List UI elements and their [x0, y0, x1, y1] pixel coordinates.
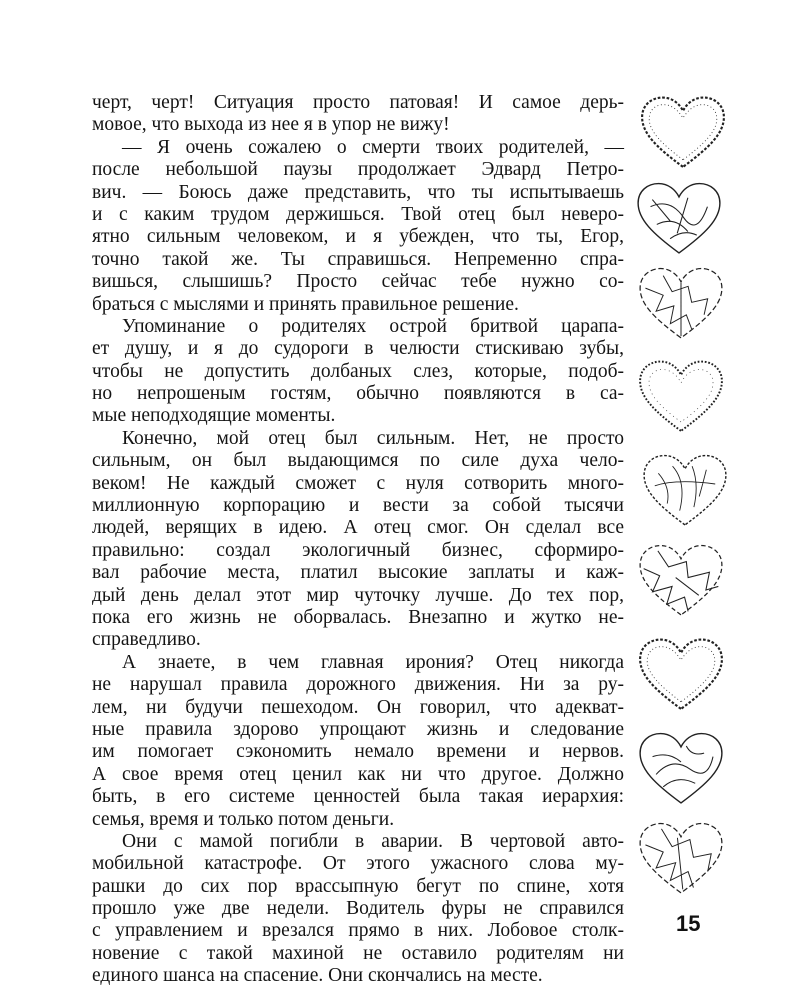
heart-icon — [636, 636, 726, 716]
text-line: ятно сильным человеком, и я убежден, что ты, Егор, — [92, 226, 624, 248]
text-line: — Я очень сожалею о смерти твоих родителей, — — [122, 136, 624, 158]
text-line: прошло уже две недели. Водитель фуры не справился — [92, 898, 624, 920]
paragraph — [92, 428, 624, 652]
text-line: веком! Не каждый сможет с нуля сотворить много- — [92, 472, 624, 494]
text-line: но непрошеным гостям, обычно появляются в са- — [92, 383, 624, 405]
text-line: лем, ни будучи пешеходом. Он говорил, что адекват- — [92, 696, 624, 718]
text-line: справедливо. — [92, 629, 201, 651]
text-column — [92, 92, 624, 988]
heart-icon — [636, 730, 726, 810]
text-line: мые неподходящие моменты. — [92, 405, 336, 427]
heart-icon — [636, 358, 726, 438]
paragraph — [92, 137, 624, 316]
heart-icon — [636, 542, 726, 622]
text-line: людей, верящих в идею. А отец смог. Он сделал все — [92, 517, 624, 539]
text-line: им помогает сэкономить немало времени и нервов. — [92, 741, 624, 763]
text-line: чтобы не допустить долбаных слез, которые, подоб- — [92, 360, 624, 382]
text-line: дый день делал этот мир чуточку лучше. До тех пор, — [92, 584, 624, 606]
text-line: вал рабочие места, платил высокие заплаты и каж- — [92, 562, 624, 584]
text-line: Конечно, мой отец был сильным. Нет, не просто — [122, 427, 624, 449]
text-line: не нарушал правила дорожного движения. Ни за ру- — [92, 674, 624, 696]
text-line: мовое, что выхода из нее я в упор не вижу! — [92, 114, 450, 136]
paragraph — [92, 831, 624, 988]
text-line: черт, черт! Ситуация просто патовая! И самое дерь- — [92, 92, 624, 113]
text-line: А свое время отец ценил как ни что другое. Должно — [92, 763, 624, 785]
text-line: миллионную корпорацию и вести за собой тысячи — [92, 495, 624, 517]
text-line: семья, время и только потом деньги. — [92, 808, 395, 830]
text-line: точно такой же. Ты справишься. Непременно спра- — [92, 248, 624, 270]
text-line: вишься, слышишь? Просто сейчас тебе нужно со- — [92, 271, 624, 293]
text-line: правильно: создал экологичный бизнес, сформиро- — [92, 539, 624, 561]
paragraph — [92, 316, 624, 428]
text-line: браться с мыслями и принять правильное решение. — [92, 293, 519, 315]
text-line: пока его жизнь не оборвалась. Внезапно и жутко не- — [92, 606, 624, 628]
heart-icon — [638, 94, 728, 174]
text-line: Упоминание о родителях острой бритвой царапа- — [122, 315, 624, 337]
paragraph — [92, 92, 624, 137]
text-line: новение с такой махиной не оставило родителям ни — [92, 942, 624, 964]
text-line: ные правила здорово упрощают жизнь и следование — [92, 718, 624, 740]
text-line: после небольшой паузы продолжает Эдвард Петро- — [92, 159, 624, 181]
text-line: А знаете, в чем главная ирония? Отец никогда — [122, 651, 624, 673]
text-line: вич. — Боюсь даже представить, что ты испытываешь — [92, 181, 624, 203]
text-line: рашки до сих пор врассыпную бегут по спине, хотя — [92, 875, 624, 897]
text-line: единого шанса на спасение. Они скончались на месте. — [92, 965, 543, 987]
text-line: мобильной катастрофе. От этого ужасного слова му- — [92, 853, 624, 875]
page-number: 15 — [676, 911, 701, 936]
text-line: быть, в его системе ценностей была такая иерархия: — [92, 786, 624, 808]
heart-icon — [636, 265, 726, 345]
text-line: и с каким трудом держишься. Твой отец был неверо- — [92, 203, 624, 225]
text-line: Они с мамой погибли в аварии. В чертовой авто- — [122, 830, 624, 852]
heart-margin-decorations — [630, 80, 730, 900]
heart-icon — [634, 180, 724, 260]
text-line: ет душу, и я до судороги в челюсти стискиваю зубы, — [92, 338, 624, 360]
text-line: с управлением и врезался прямо в них. Лобовое столк- — [92, 920, 624, 942]
paragraph — [92, 652, 624, 831]
heart-icon — [640, 452, 730, 532]
text-line: сильным, он был выдающимся по силе духа чело- — [92, 450, 624, 472]
heart-icon — [636, 820, 726, 900]
